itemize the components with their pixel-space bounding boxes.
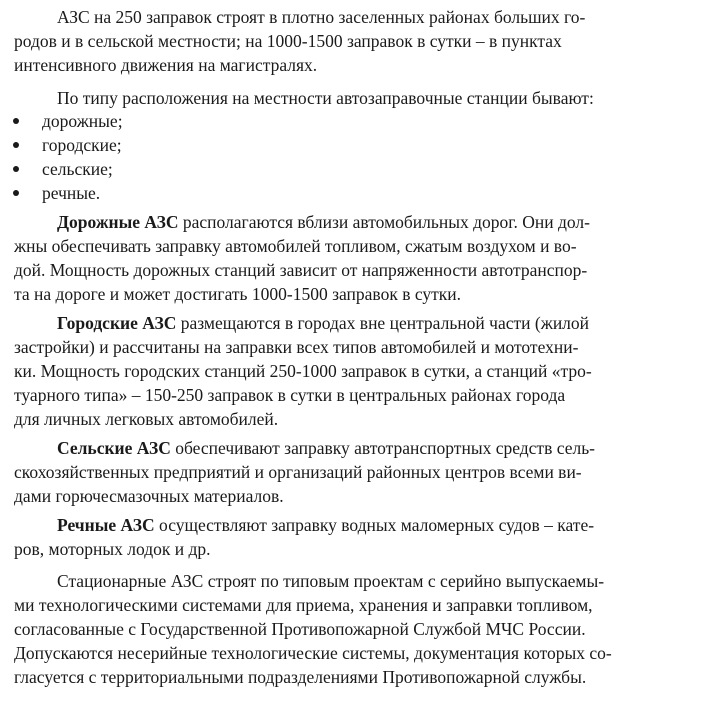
text-line: интенсивного движения на магистралях. [14, 55, 318, 75]
text-line: По типу расположения на местности автозаправочные станции бывают: [57, 88, 594, 108]
text-line: родов и в сельской местности; на 1000-1500 заправок в сутки – в пунктах [14, 31, 562, 51]
list-item: дорожные; [42, 111, 123, 131]
section-first-line [57, 211, 590, 233]
text-line: жны обеспечивать заправку автомобилей топливом, сжатым воздухом и во- [14, 236, 577, 256]
text-line: скохозяйственных предприятий и организаций районных центров всеми ви- [14, 462, 582, 482]
section-text: размещаются в городах вне центральной части (жилой [176, 313, 590, 333]
list-item: сельские; [42, 159, 113, 179]
section-term: Городские АЗС [57, 313, 177, 333]
bullet-icon [13, 166, 19, 172]
section-term: Дорожные АЗС [57, 212, 179, 232]
text-line: ми технологическими системами для приема, хранения и заправки топливом, [14, 595, 593, 615]
section-first-line [57, 312, 589, 334]
text-line: АЗС на 250 заправок строят в плотно заселенных районах больших го- [57, 7, 586, 27]
text-line: та на дороге и может достигать 1000-1500 заправок в сутки. [14, 284, 462, 304]
bullet-icon [13, 142, 19, 148]
text-line: ров, моторных лодок и др. [14, 539, 211, 559]
text-line: гласуется с территориальными подразделениями Противопожарной службы. [14, 667, 587, 687]
text-line: Допускаются несерийные технологические системы, документация которых со- [14, 643, 612, 663]
section-first-line [57, 437, 595, 459]
list-item: речные. [42, 183, 101, 203]
text-line: туарного типа» – 150-250 заправок в сутки в центральных районах города [14, 385, 566, 405]
text-line: ки. Мощность городских станций 250-1000 заправок в сутки, а станций «тро- [14, 361, 592, 381]
section-first-line [57, 514, 594, 536]
section-term: Сельские АЗС [57, 438, 171, 458]
text-line: застройки) и рассчитаны на заправки всех типов автомобилей и мототехни- [14, 337, 579, 357]
bullet-icon [13, 118, 19, 124]
text-line: дами горючесмазочных материалов. [14, 486, 284, 506]
section-text: обеспечивают заправку автотранспортных средств сель- [170, 438, 596, 458]
text-line: Стационарные АЗС строят по типовым проектам с серийно выпускаемы- [57, 571, 605, 591]
section-term: Речные АЗС [57, 515, 155, 535]
text-line: согласованные с Государственной Противопожарной Службой МЧС России. [14, 619, 586, 639]
text-line: дой. Мощность дорожных станций зависит от напряженности автотранспор- [14, 260, 588, 280]
section-text: располагаются вблизи автомобильных дорог. Они дол- [178, 212, 590, 232]
text-line: для личных легковых автомобилей. [14, 409, 279, 429]
bullet-icon [13, 190, 19, 196]
list-item: городские; [42, 135, 122, 155]
section-text: осуществляют заправку водных маломерных судов – кате- [154, 515, 595, 535]
